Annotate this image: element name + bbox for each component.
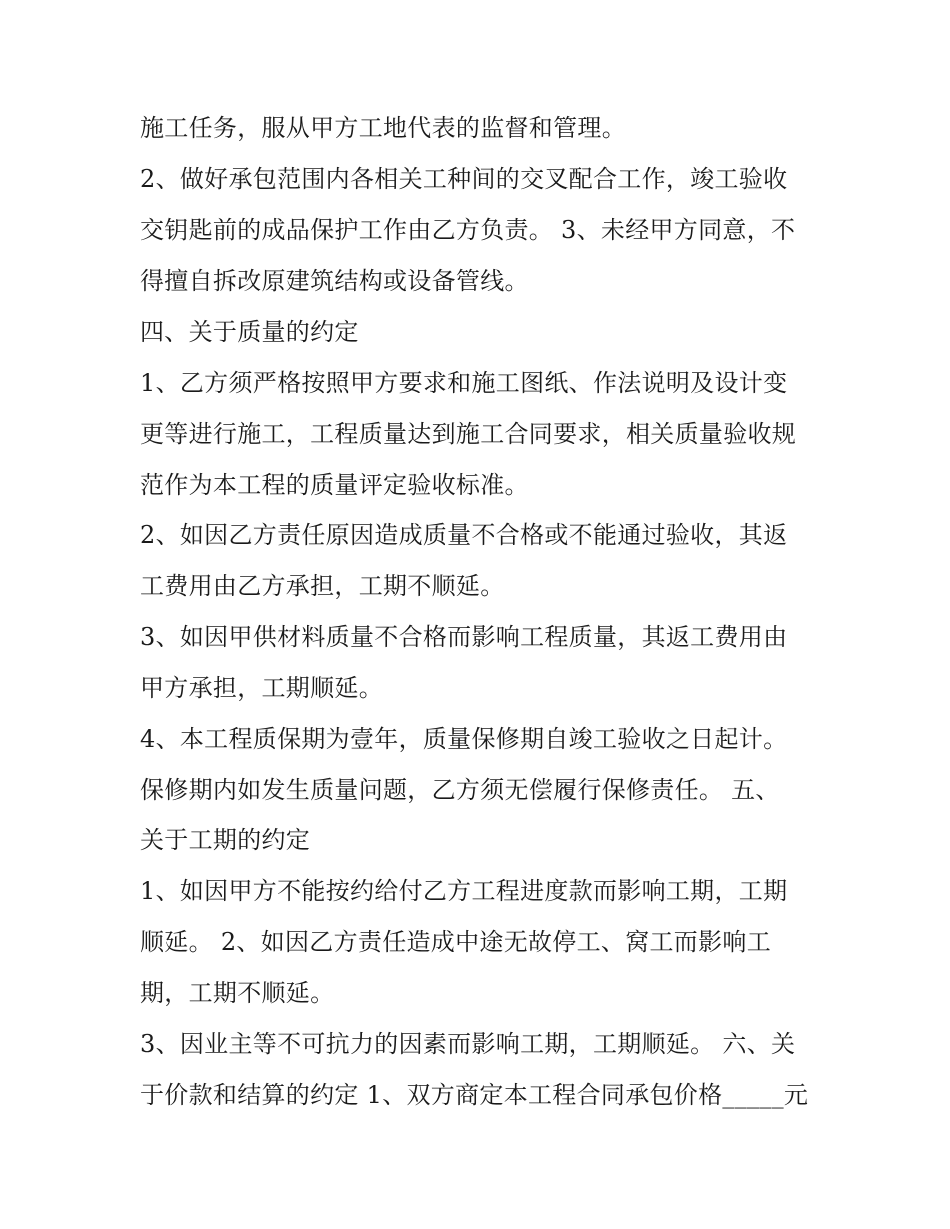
text-line: 2、做好承包范围内各相关工种间的交叉配合工作，竣工验收 (140, 165, 788, 193)
text-line: 3、如因甲供材料质量不合格而影响工程质量，其返工费用由 (140, 623, 788, 651)
text-line: 1、如因甲方不能按约给付乙方工程进度款而影响工期，工期 (140, 877, 788, 905)
text-line: 1、乙方须严格按照甲方要求和施工图纸、作法说明及设计变 (140, 369, 788, 397)
text-line: 施工任务，服从甲方工地代表的监督和管理。 (140, 114, 626, 142)
text-line: 3、因业主等不可抗力的因素而影响工期，工期顺延。 六、关 (140, 1030, 796, 1058)
text-line: 工费用由乙方承担，工期不顺延。 (140, 572, 505, 600)
text-line: 于价款和结算的约定 1、双方商定本工程合同承包价格_____元 (140, 1081, 809, 1109)
text-line: 范作为本工程的质量评定验收标准。 (140, 471, 529, 499)
text-line: 交钥匙前的成品保护工作由乙方负责。 3、未经甲方同意，不 (140, 216, 796, 244)
text-line: 2、如因乙方责任原因造成质量不合格或不能通过验收，其返 (140, 521, 788, 549)
section-heading: 四、关于质量的约定 (140, 318, 359, 346)
text-line: 4、本工程质保期为壹年，质量保修期自竣工验收之日起计。 (140, 725, 788, 753)
text-line: 得擅自拆改原建筑结构或设备管线。 (140, 267, 529, 295)
text-line: 更等进行施工，工程质量达到施工合同要求，相关质量验收规 (140, 420, 797, 448)
text-line: 期，工期不顺延。 (140, 979, 335, 1007)
text-line: 甲方承担，工期顺延。 (140, 674, 383, 702)
text-line: 顺延。 2、如因乙方责任造成中途无故停工、窝工而影响工 (140, 928, 771, 956)
text-line: 保修期内如发生质量问题，乙方须无偿履行保修责任。 五、 (140, 776, 780, 804)
section-heading: 关于工期的约定 (140, 826, 311, 854)
